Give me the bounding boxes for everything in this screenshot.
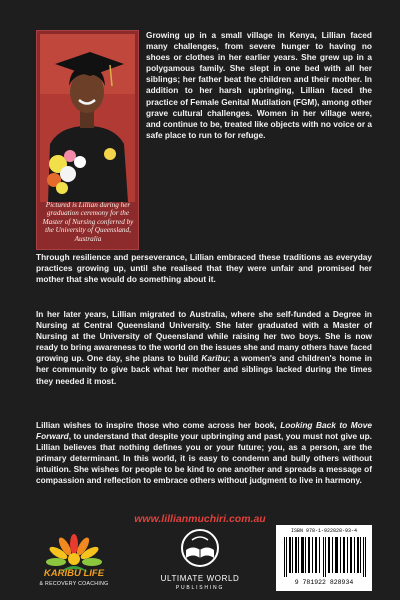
karibu-logo-subtitle: & RECOVERY COACHING bbox=[39, 581, 109, 587]
body-paragraph-3 bbox=[36, 309, 372, 387]
karibu-logo-title: KARIBU LIFE bbox=[43, 568, 105, 579]
publisher-name: ULTIMATE WORLD bbox=[160, 574, 240, 583]
barcode-number: 9 781922 828934 bbox=[294, 579, 354, 586]
barcode-bars-icon bbox=[284, 537, 366, 577]
body-paragraph-1: Growing up in a small village in Kenya, Lillian faced many challenges, from severe hunger to having no shoes or clothes in her earlier years. She grew up in a polygamous family. She slept in one bed with all her siblings; her father beat the children and their mother. In addition to her harsh upbringing, Lillian faced the practice of Female Genital Mutilation (FGM), among other grave cultural challenges. Women in her village were, and continue to be, treated like objects with no voice or a safe place to run to for refuge. bbox=[146, 30, 372, 140]
karibu-italic: Karibu bbox=[201, 353, 228, 364]
body-paragraph-3-part-a: In her later years, Lillian migrated to Australia, where she self-funded a Degree in Nursing at Central Queensland University. She later graduated with a Master of Nursing at the University of Queensland while raising her two boys. She is now ready to bring awareness to the world on the issues she and many others have faced growing up. One day, she plans to build bbox=[36, 309, 372, 364]
body-paragraph-4-part-b: , to understand that despite your upbringing and past, you must not give up. Lillian believes that nothing defines you or your future; you, as a person, are the primary determinant. In this world, it is easy to condemn and bully others without intuition. She wishes for people to be kind to one another and spreads a message of compassion and reflection to embrace others without judgment to live in harmony. bbox=[36, 431, 372, 486]
photo-caption-text: Pictured is Lillian during her graduation ceremony for the Master of Nursing conferred by the University of Queensland, Australia bbox=[42, 201, 134, 243]
isbn-text: ISBN 978-1-922828-93-4 bbox=[290, 528, 357, 534]
isbn-barcode bbox=[276, 525, 372, 591]
body-paragraph-3-part-b: ; a women's and children's home in her community to give back what her mother and siblings lacked during the times they needed it most. bbox=[36, 353, 372, 386]
book-title-italic: Looking Back to Move Forward bbox=[36, 420, 372, 442]
publisher-subtitle: PUBLISHING bbox=[175, 585, 225, 591]
ultimate-world-publishing-logo-icon bbox=[168, 526, 232, 574]
body-paragraph-4-part-a: Lillian wishes to inspire those who come across her book, bbox=[36, 420, 281, 430]
body-paragraph-2: Through resilience and perseverance, Lillian embraced these traditions as everyday practices growing up, until she realised that they were unfair and promised her mother that she would do something about it. bbox=[36, 252, 372, 285]
body-paragraph-4 bbox=[36, 420, 372, 487]
graduate-portrait-image bbox=[40, 34, 135, 202]
author-website: www.lillianmuchiri.com.au bbox=[134, 513, 266, 525]
